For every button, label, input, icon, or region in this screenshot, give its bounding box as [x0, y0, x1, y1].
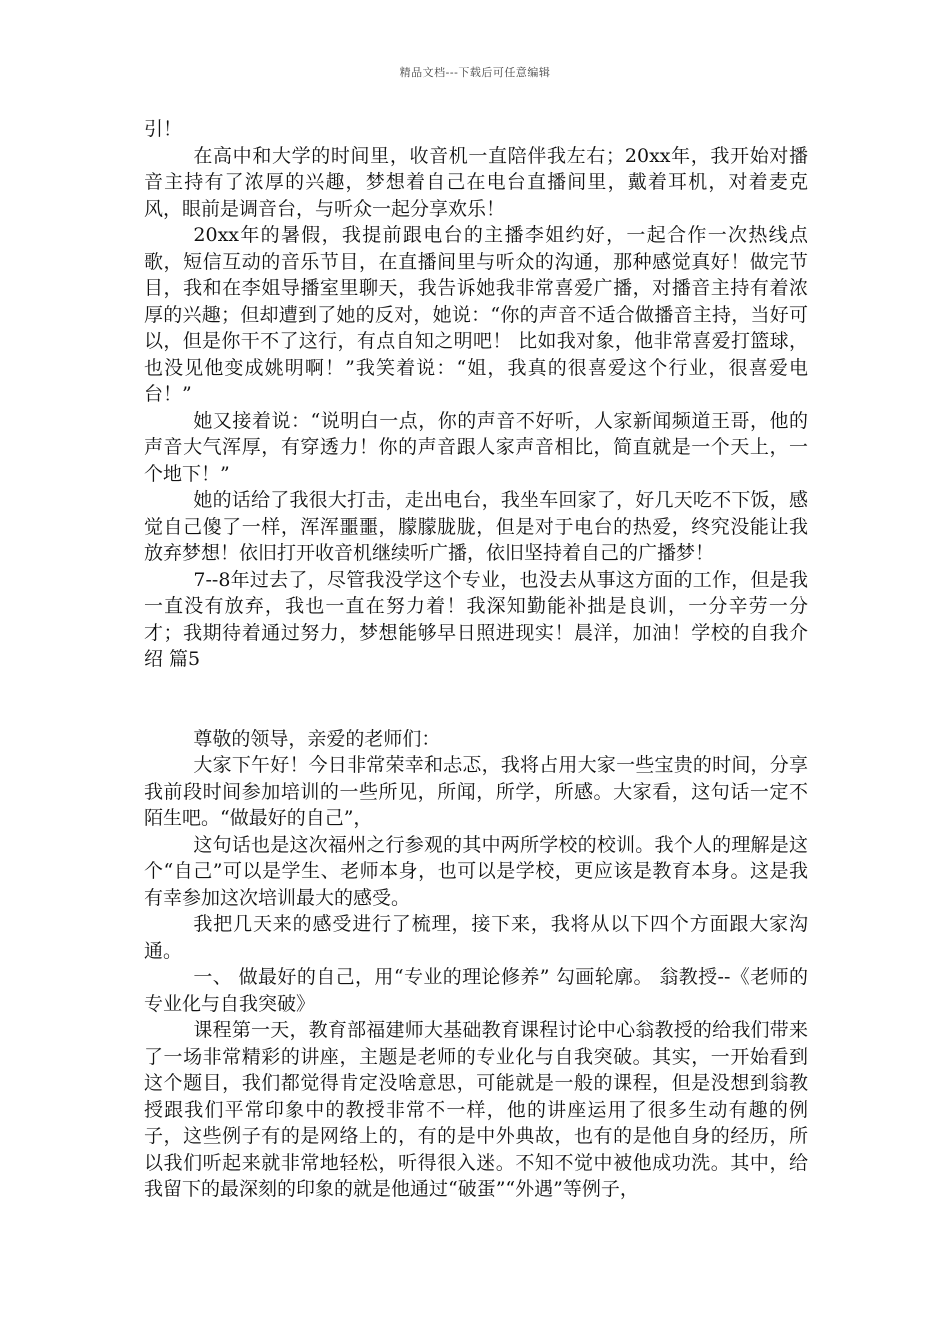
paragraph-6: 7--8年过去了，尽管我没学这个专业，也没去从事这方面的工作，但是我一直没有放弃，我也一直在努力着！我深知勤能补拙是良训，一分辛劳一分才；我期待着通过努力，梦想能够早日照进现实！晨洋，加油！学校的自我介绍 篇5 — [144, 568, 808, 670]
paragraph-2: 在高中和大学的时间里，收音机一直陪伴我左右；20xx年，我开始对播音主持有了浓厚的兴趣，梦想着自己在电台直播间里，戴着耳机，对着麦克风，眼前是调音台，与听众一起分享欢乐！ — [144, 144, 808, 220]
paragraph-10: 我把几天来的感受进行了梳理，接下来，我将从以下四个方面跟大家沟通。 — [144, 913, 808, 962]
paragraph-4: 她又接着说：“说明白一点，你的声音不好听，人家新闻频道王哥，他的声音大气浑厚，有穿透力！你的声音跟人家声音相比，简直就是一个天上，一个地下！” — [144, 409, 808, 485]
paragraph-9: 这句话也是这次福州之行参观的其中两所学校的校训。我个人的理解是这个“自己”可以是学生、老师本身，也可以是学校，更应该是教育本身。这是我有幸参加这次培训最大的感受。 — [144, 833, 808, 909]
paragraph-12: 课程第一天，教育部福建师大基础教育课程讨论中心翁教授的给我们带来了一场非常精彩的讲座，主题是老师的专业化与自我突破。其实，一开始看到这个题目，我们都觉得肯定没啥意思，可能就是一般的课程，但是没想到翁教授跟我们平常印象中的教授非常不一样，他的讲座运用了很多生动有趣的例子，这些例子有的是网络上的，有的是中外典故，也有的是他自身的经历，所以我们听起来就非常地轻松，听得很入迷。不知不觉中被他成功洗。其中，给我留下的最深刻的印象的就是他通过“破蛋”“外遇”等例子， — [144, 1019, 808, 1200]
paragraph-3: 20xx年的暑假，我提前跟电台的主播李姐约好，一起合作一次热线点歌，短信互动的音乐节目，在直播间里与听众的沟通，那种感觉真好！做完节目，我和在李姐导播室里聊天，我告诉她我非常喜爱广播，对播音主持有着浓厚的兴趣；但却遭到了她的反对，她说：“你的声音不适合做播音主持，当好可以，但是你干不了这行，有点自知之明吧！ 比如我对象，他非常喜爱打篮球，也没见他变成姚明啊！”我笑着说：“姐，我真的很喜爱这个行业，很喜爱电台！” — [144, 224, 808, 405]
page-header: 精品文档---下载后可任意编辑 — [399, 66, 551, 79]
section-gap — [144, 673, 808, 726]
paragraph-1: 引！ — [144, 118, 183, 140]
document-body — [144, 116, 808, 1203]
paragraph-5: 她的话给了我很大打击，走出电台，我坐车回家了，好几天吃不下饭，感觉自己傻了一样，浑浑噩噩，朦朦胧胧，但是对于电台的热爱，终究没能让我放弃梦想！依旧打开收音机继续听广播，依旧坚持着自己的广播梦！ — [144, 489, 808, 564]
salutation: 尊敬的领导，亲爱的老师们： — [193, 727, 441, 750]
paragraph-8: 大家下午好！今日非常荣幸和忐忑，我将占用大家一些宝贵的时间，分享我前段时间参加培训的一些所见，所闻，所学，所感。大家看，这句话一定不陌生吧。“做最好的自己”， — [144, 754, 808, 829]
section-heading-1: 一、 做最好的自己，用“专业的理论修养” 勾画轮廓。 翁教授--《老师的专业化与自我突破》 — [144, 966, 808, 1015]
